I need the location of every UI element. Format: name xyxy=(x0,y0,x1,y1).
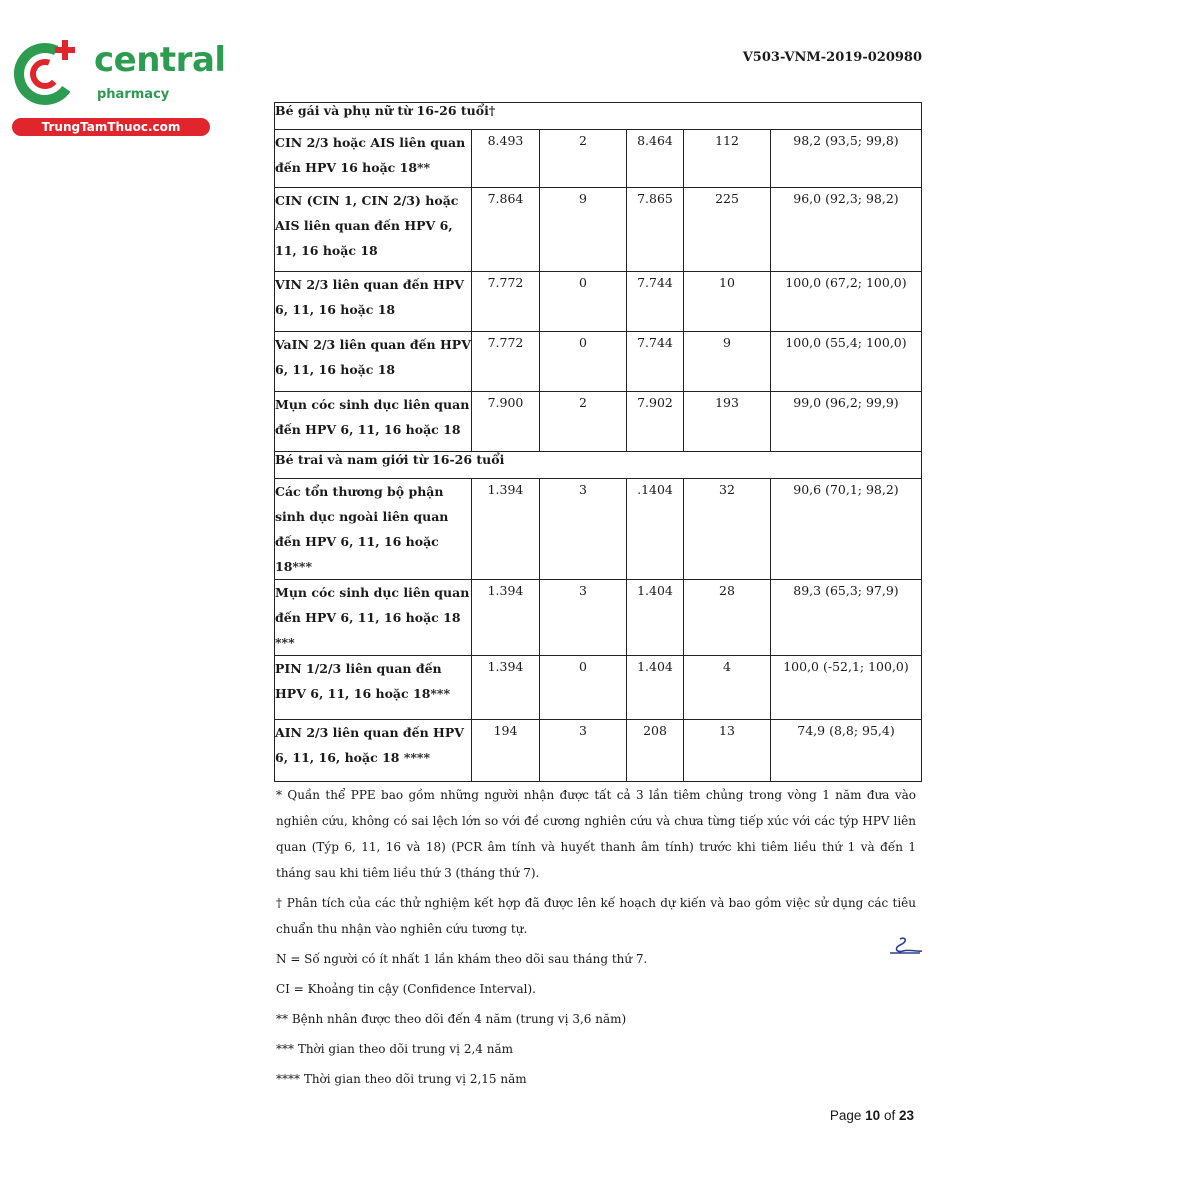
page-current: 10 xyxy=(865,1108,881,1123)
efficacy-cell: 90,6 (70,1; 98,2) xyxy=(771,479,922,580)
vaccine-n-cell: 7.864 xyxy=(472,188,540,272)
brand-name: central xyxy=(94,40,226,80)
vaccine-n-cell: 1.394 xyxy=(472,580,540,656)
table-row xyxy=(275,332,922,392)
footnote: † Phân tích của các thử nghiệm kết hợp đã được lên kế hoạch dự kiến và bao gồm việc sử dụng các tiêu chuẩn thu nhận vào nghiên cứu tương tự. xyxy=(276,896,916,936)
table-row xyxy=(275,272,922,332)
placebo-cases-cell: 4 xyxy=(684,656,771,720)
vaccine-n-cell: 7.772 xyxy=(472,272,540,332)
efficacy-cell: 96,0 (92,3; 98,2) xyxy=(771,188,922,272)
brand-logo xyxy=(8,36,226,136)
vaccine-cases-cell: 9 xyxy=(540,188,627,272)
initials-signature-icon xyxy=(886,936,924,956)
vaccine-cases-cell: 3 xyxy=(540,479,627,580)
endpoint-label: VIN 2/3 liên quan đến HPV 6, 11, 16 hoặc 18 xyxy=(275,272,472,332)
efficacy-cell: 100,0 (55,4; 100,0) xyxy=(771,332,922,392)
table-row xyxy=(275,656,922,720)
group-title: Bé gái và phụ nữ từ 16-26 tuổi† xyxy=(275,103,922,130)
group-header-row xyxy=(275,103,922,130)
vaccine-cases-cell: 2 xyxy=(540,392,627,452)
vaccine-n-cell: 8.493 xyxy=(472,130,540,188)
vaccine-cases-cell: 2 xyxy=(540,130,627,188)
table-row xyxy=(275,479,922,580)
placebo-cases-cell: 28 xyxy=(684,580,771,656)
placebo-n-cell: 8.464 xyxy=(627,130,684,188)
placebo-cases-cell: 225 xyxy=(684,188,771,272)
vaccine-cases-cell: 0 xyxy=(540,656,627,720)
footnote: N = Số người có ít nhất 1 lần khám theo dõi sau tháng thứ 7. xyxy=(276,952,648,966)
placebo-cases-cell: 9 xyxy=(684,332,771,392)
vaccine-n-cell: 7.772 xyxy=(472,332,540,392)
table-row xyxy=(275,188,922,272)
efficacy-cell: 99,0 (96,2; 99,9) xyxy=(771,392,922,452)
footnote: *** Thời gian theo dõi trung vị 2,4 năm xyxy=(276,1042,513,1056)
placebo-cases-cell: 32 xyxy=(684,479,771,580)
placebo-n-cell: 208 xyxy=(627,720,684,782)
table-row xyxy=(275,580,922,656)
footnote: CI = Khoảng tin cậy (Confidence Interval). xyxy=(276,982,536,996)
page-number xyxy=(790,1108,914,1123)
endpoint-label: VaIN 2/3 liên quan đến HPV 6, 11, 16 hoặc 18 xyxy=(275,332,472,392)
vaccine-n-cell: 1.394 xyxy=(472,479,540,580)
vaccine-n-cell: 194 xyxy=(472,720,540,782)
page-separator: of xyxy=(883,1108,896,1123)
group-header-row xyxy=(275,452,922,479)
footnote: **** Thời gian theo dõi trung vị 2,15 năm xyxy=(276,1072,527,1086)
brand-website[interactable]: TrungTamThuoc.com xyxy=(12,118,210,136)
placebo-cases-cell: 10 xyxy=(684,272,771,332)
vaccine-cases-cell: 0 xyxy=(540,272,627,332)
efficacy-table xyxy=(274,102,922,782)
placebo-n-cell: 1.404 xyxy=(627,656,684,720)
placebo-n-cell: 7.902 xyxy=(627,392,684,452)
endpoint-label: CIN (CIN 1, CIN 2/3) hoặc AIS liên quan đến HPV 6, 11, 16 hoặc 18 xyxy=(275,188,472,272)
table-row xyxy=(275,392,922,452)
efficacy-cell: 98,2 (93,5; 99,8) xyxy=(771,130,922,188)
table-footnotes xyxy=(276,782,916,1096)
vaccine-n-cell: 1.394 xyxy=(472,656,540,720)
endpoint-label: Các tổn thương bộ phận sinh dục ngoài liên quan đến HPV 6, 11, 16 hoặc 18*** xyxy=(275,479,472,580)
vaccine-cases-cell: 3 xyxy=(540,720,627,782)
placebo-cases-cell: 193 xyxy=(684,392,771,452)
endpoint-label: PIN 1/2/3 liên quan đến HPV 6, 11, 16 hoặc 18*** xyxy=(275,656,472,720)
vaccine-n-cell: 7.900 xyxy=(472,392,540,452)
footnote: * Quần thể PPE bao gồm những người nhận được tất cả 3 lần tiêm chủng trong vòng 1 năm đưa vào nghiên cứu, không có sai lệch lớn so với đề cương nghiên cứu và chưa từng tiếp xúc với các týp HPV liên quan (Týp 6, 11, 16 và 18) (PCR âm tính và huyết thanh âm tính) trước khi tiêm liều thứ 1 và đến 1 tháng sau khi tiêm liều thứ 3 (tháng thứ 7). xyxy=(276,788,916,880)
efficacy-cell: 74,9 (8,8; 95,4) xyxy=(771,720,922,782)
footnote: ** Bệnh nhân được theo dõi đến 4 năm (trung vị 3,6 năm) xyxy=(276,1012,627,1026)
placebo-n-cell: 7.744 xyxy=(627,272,684,332)
endpoint-label: CIN 2/3 hoặc AIS liên quan đến HPV 16 hoặc 18** xyxy=(275,130,472,188)
document-code: V503-VNM-2019-020980 xyxy=(742,50,922,65)
placebo-n-cell: 1.404 xyxy=(627,580,684,656)
efficacy-cell: 100,0 (67,2; 100,0) xyxy=(771,272,922,332)
vaccine-cases-cell: 0 xyxy=(540,332,627,392)
placebo-cases-cell: 13 xyxy=(684,720,771,782)
placebo-n-cell: .1404 xyxy=(627,479,684,580)
placebo-n-cell: 7.744 xyxy=(627,332,684,392)
efficacy-cell: 100,0 (-52,1; 100,0) xyxy=(771,656,922,720)
page-prefix: Page xyxy=(829,1108,862,1123)
pharmacy-cross-logo-icon xyxy=(10,36,84,110)
endpoint-label: Mụn cóc sinh dục liên quan đến HPV 6, 11, 16 hoặc 18 xyxy=(275,392,472,452)
table-row xyxy=(275,720,922,782)
group-title: Bé trai và nam giới từ 16-26 tuổi xyxy=(275,452,922,479)
vaccine-cases-cell: 3 xyxy=(540,580,627,656)
endpoint-label: AIN 2/3 liên quan đến HPV 6, 11, 16, hoặc 18 **** xyxy=(275,720,472,782)
brand-subtitle: pharmacy xyxy=(97,87,170,102)
endpoint-label: Mụn cóc sinh dục liên quan đến HPV 6, 11, 16 hoặc 18 *** xyxy=(275,580,472,656)
efficacy-cell: 89,3 (65,3; 97,9) xyxy=(771,580,922,656)
page-total: 23 xyxy=(898,1108,914,1123)
placebo-cases-cell: 112 xyxy=(684,130,771,188)
table-row xyxy=(275,130,922,188)
placebo-n-cell: 7.865 xyxy=(627,188,684,272)
